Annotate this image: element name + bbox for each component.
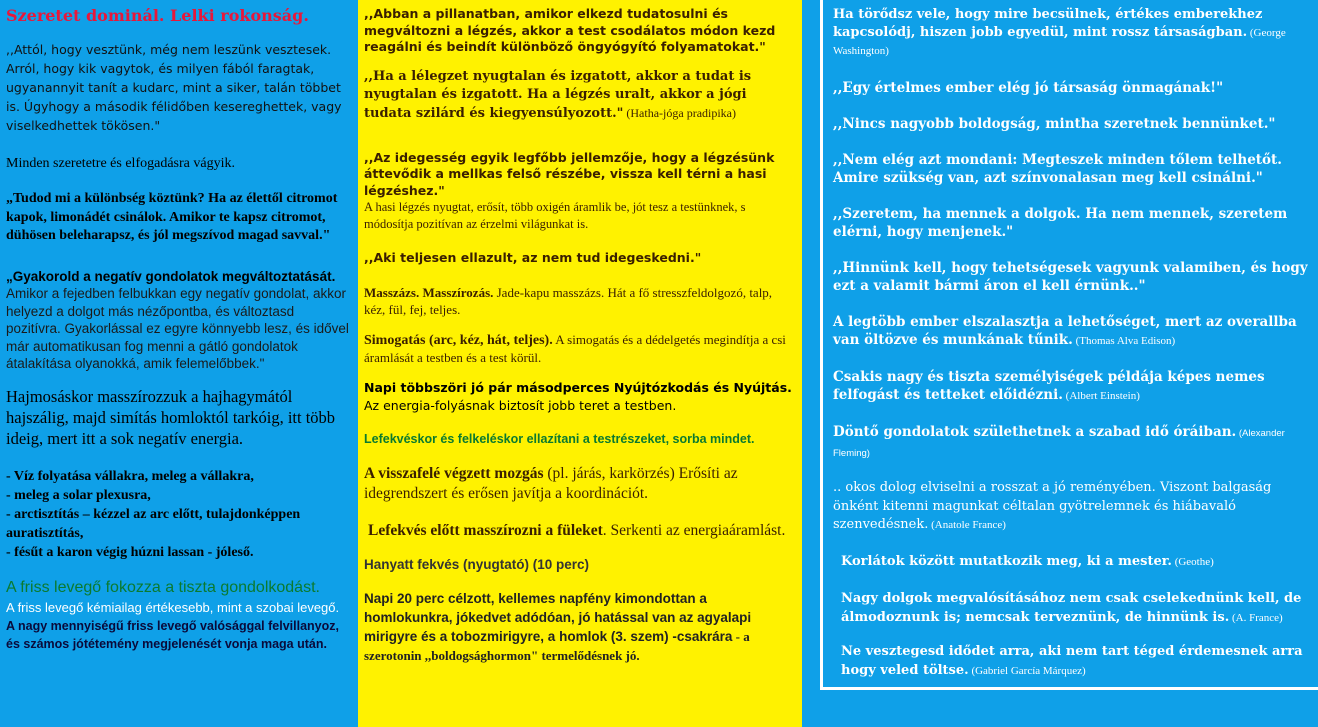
col3-quote-bigthings-source: (A. France): [1229, 611, 1283, 624]
col2-ears-rest: . Serkenti az energiaáramlást.: [602, 522, 786, 539]
col2-quote-relaxed: ,,Aki teljesen ellazult, az nem tud idegeskedni.": [364, 250, 702, 265]
col3-quote-edison-source: (Thomas Alva Edison): [1072, 335, 1176, 347]
col1-quote-negative-bold: „Gyakorold a negatív gondolatok megváltoztatását.: [6, 268, 336, 284]
col3-quote-goethe-source: (Geothe): [1171, 555, 1214, 568]
col2-massage-bold: Masszázs. Masszírozás.: [364, 285, 494, 300]
col1-quote-negative: [6, 268, 352, 373]
col3-quote-edison: [833, 313, 1312, 350]
col3-quote-fleming: [833, 423, 1312, 463]
col2-backward-rest: (pl. járás, karkörzés) Erősíti az idegrendszert és erősen javítja a koordinációt.: [364, 465, 738, 502]
list-item: - Víz folyatása vállakra, meleg a vállakra,: [6, 468, 254, 484]
col3-quote-france: [833, 479, 1312, 535]
col2-quote-hatha-source: (Hatha-jóga pradipika): [623, 105, 737, 120]
col2-quote-breath: ,,Abban a pillanatban, amikor elkezd tudatosulni és megváltozni a légzés, akkor a test csodálatos módon kezd reagálni és beindít különböző öngyógyító folyamatokat.": [364, 6, 776, 54]
col3-quote-bigthings: [833, 589, 1312, 628]
col3-quote-notenough: ,,Nem elég azt mondani: Megteszek minden tőlem telhetőt. Amire szükség van, azt színvonalasan meg kell csinálni.": [833, 152, 1282, 186]
col2-massage: [364, 284, 794, 318]
col2-ears-bold: Lefekvés előtt masszírozni a füleket: [368, 522, 603, 539]
col3-quote-washington: [833, 6, 1312, 60]
col3-quote-marquez-text: Ne vesztegesd idődet arra, aki nem tart téged érdemesnek arra hogy veled töltse.: [841, 643, 1303, 678]
right-quote-panel: [820, 0, 1318, 690]
col2-supine: Hanyatt fekvés (nyugtató) (10 perc): [364, 557, 590, 572]
col3-quote-france-source: (Anatole France): [928, 519, 1006, 531]
col1-air-line2: A nagy mennyiségű friss levegő valósággal felvillanyoz, és számos jótétemény megjelenését vonja maga után.: [6, 618, 339, 651]
col2-stretch-rest: Az energia-folyásnak biztosít jobb teret a testben.: [364, 398, 677, 413]
middle-column: [358, 0, 802, 727]
col2-quote-hatha: [364, 68, 794, 123]
col3-quote-washington-text: Ha törődsz vele, hogy mire becsülnek, értékes emberekhez kapcsolódj, hiszen jobb egyedül, mint rossz társaságban.: [833, 7, 1263, 40]
col3-quote-einstein: [833, 368, 1312, 405]
list-item: - fésűt a karon végig húzni lassan - jóleső.: [6, 544, 254, 560]
col2-sun-dash: - a: [732, 629, 750, 644]
col3-quote-edison-text: A legtöbb ember elszalasztja a lehetőséget, mert az overallba van öltözve és munkának tűnik.: [833, 314, 1297, 348]
col3-quote-france-text: .. okos dolog elviselni a rosszat a jó reményében. Viszont balgaság önként kitenni magunkat céltalan gyötrelemnek és hiábavaló szenvedésnek.: [833, 480, 1272, 532]
col3-quote-goethe-text: Korlátok között mutatkozik meg, ki a mester.: [841, 553, 1172, 569]
col2-stroking-bold: Simogatás (arc, kéz, hát, teljes).: [364, 333, 553, 348]
col2-massage-rest: Jade-kapu masszázs. Hát a fő stresszfeldolgozó, talp, kéz, fül, fej, teljes.: [364, 285, 773, 317]
col1-air-line1: A friss levegő kémiailag értékesebb, mint a szobai levegő.: [6, 599, 340, 615]
list-item: - arctisztítás – kézzel az arc előtt, tulajdonképpen auratisztítás,: [6, 506, 301, 541]
col2-sun-text: Napi 20 perc célzott, kellemes napfény kimondottan a homlokunkra, jókedvet adódóan, jó hatással van az agyalapi mirigyre és a tobozmirigyre, a homlok (3. szem) -csakrára: [364, 591, 752, 644]
col1-list: [6, 467, 352, 562]
col3-quote-einstein-text: Csakis nagy és tiszta személyiségek példája képes nemes felfogást és tetteket előidézni.: [833, 369, 1265, 403]
col2-sun: [364, 589, 794, 665]
col2-stroking-rest: A simogatás és a dédelgetés megindítja a csi áramlását a testben és a test körül.: [364, 332, 786, 365]
col2-backward-bold: A visszafelé végzett mozgás: [364, 465, 544, 482]
col2-stroking: [364, 331, 794, 366]
col3-quote-talent: ,,Hinnünk kell, hogy tehetségesek vagyunk valamiben, és hogy ezt a valamit bármi áron el kell érnünk..": [833, 260, 1308, 294]
col1-air-title: A friss levegő fokozza a tiszta gondolkodást.: [6, 578, 320, 596]
col2-backward: [364, 464, 794, 504]
left-column: [0, 0, 358, 727]
col3-quote-fleming-source: (Alexander Fleming): [833, 428, 1285, 459]
col1-hair: Hajmosáskor masszírozzuk a hajhagymától hajszálig, majd simítás homloktól tarkóig, itt több ideig, mert itt a sok negatív energia.: [6, 386, 336, 448]
col3-quote-washington-source: (George Washington): [833, 27, 1286, 57]
col2-ears: [364, 521, 794, 541]
col2-relax-green: Lefekvéskor és felkeléskor ellazítani a testrészeket, sorba mindet.: [364, 432, 755, 446]
col2-belly-note: A hasi légzés nyugtat, erősít, több oxigén áramlik be, jót tesz a testünknek, s módosítja pozitívan az érzelmi világunkat is.: [364, 200, 746, 231]
col3-quote-happiness: ,,Nincs nagyobb boldogság, mintha szeretnek bennünket.": [833, 116, 1276, 132]
col2-quote-hatha-text: ,,Ha a lélegzet nyugtalan és izgatott, akkor a tudat is nyugtalan és izgatott. Ha a légzés uralt, akkor a jógi tudata szilárd és kiegyensúlyozott.": [364, 68, 752, 121]
col3-quote-marquez: [833, 642, 1312, 681]
col2-stretch-bold: Napi többszöri jó pár másodperces Nyújtózkodás és Nyújtás.: [364, 380, 792, 395]
col3-quote-bigthings-text: Nagy dolgok megvalósításához nem csak cselekednünk kell, de álmodoznunk is; nemcsak terveznünk, de hinnünk is.: [841, 590, 1302, 625]
list-item: - meleg a solar plexusra,: [6, 487, 151, 503]
col3-quote-einstein-source: (Albert Einstein): [1062, 390, 1140, 402]
col1-quote-negative-rest: Amikor a fejedben felbukkan egy negatív gondolat, akkor helyezd a dolgot más nézőpontba, és változtasd pozitívra. Gyakorlással ez egyre könnyebb lesz, és idővel már automatikusan fog menni a gátló gondolatok átalakítása olyanokká, amik felemelőbbek.": [6, 286, 349, 371]
col2-quote-nervous: ,,Az idegesség egyik legfőbb jellemzője, hogy a légzésünk áttevődik a mellkas felső részébe, vissza kell térni a hasi légzéshez.": [364, 149, 775, 198]
col3-quote-company: ,,Egy értelmes ember elég jó társaság önmagának!": [833, 80, 1224, 96]
col3-quote-goethe: [833, 553, 1312, 571]
col1-line-love: Minden szeretetre és elfogadásra vágyik.: [6, 156, 235, 171]
col1-title: Szeretet dominál. Lelki rokonság.: [6, 6, 309, 25]
col3-quote-marquez-source: (Gabriel García Márquez): [968, 664, 1086, 677]
col2-stretch: [364, 379, 794, 415]
col1-quote-lemon: „Tudod mi a különbség köztünk? Ha az élettől citromot kapok, limonádét csinálok. Amikor te kapsz citromot, dühösen beleharapsz, és jól megszívod magad savval.": [6, 191, 338, 243]
col2-sun-serotonin: szerotonin ,,boldogsághormon" termelődésnek jó.: [364, 648, 640, 663]
col3-quote-likeit: ,,Szeretem, ha mennek a dolgok. Ha nem mennek, szeretem elérni, hogy menjenek.": [833, 206, 1288, 240]
right-column: [802, 0, 1318, 727]
col1-quote-defeat: ,,Attól, hogy vesztünk, még nem leszünk vesztesek. Arról, hogy kik vagytok, és milyen fából faragtak, ugyanannyit tanít a kudarc, mint a siker, talán többet is. Úgyhogy a második félidőben kesereghettek, vagy viselkedhettek tökösen.": [6, 42, 342, 133]
col3-quote-fleming-text: Döntő gondolatok születhetnek a szabad idő óráiban.: [833, 424, 1237, 440]
